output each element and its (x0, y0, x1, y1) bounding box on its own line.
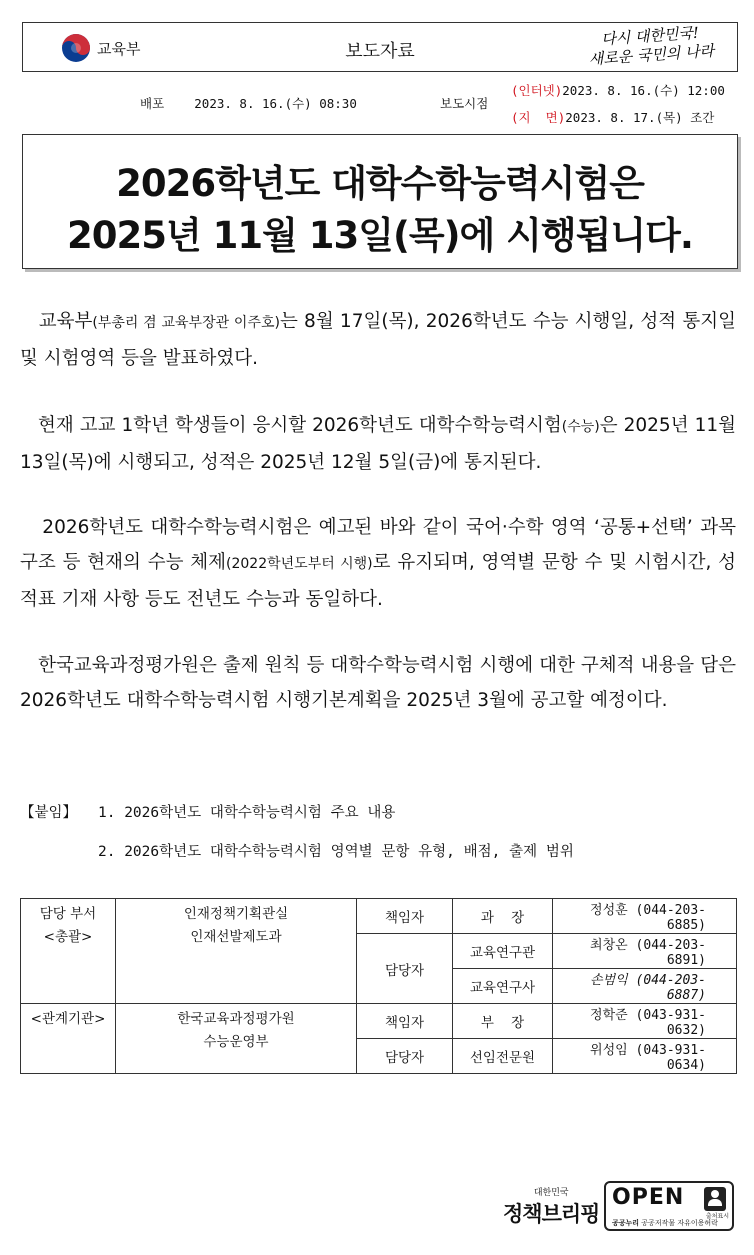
contact-table (20, 898, 737, 1074)
contact-name: 최창온 (044-203-6891) (553, 934, 737, 969)
role-staff: 담당자 (357, 934, 453, 1004)
policy-briefing-logo: 대한민국 정책브리핑 (503, 1188, 600, 1226)
contact-name: 정성훈 (044-203-6885) (553, 899, 737, 934)
contact-name: 손범익 (044-203-6887) (553, 969, 737, 1004)
title-box (22, 134, 738, 269)
contact-title: 과 장 (453, 899, 553, 934)
doc-type: 보도자료 (345, 41, 415, 62)
role-chief: 책임자 (357, 1004, 453, 1039)
person-icon (704, 1187, 726, 1211)
attachment-label: 【붙임】 (20, 805, 78, 821)
role-staff: 담당자 (357, 1039, 453, 1074)
attachment-item-2[interactable]: 2. 2026학년도 대학수학능력시험 영역별 문항 유형, 배점, 출제 범위 (98, 844, 574, 860)
paper-release: (지 면)2023. 8. 17.(목) 조간 (511, 110, 715, 125)
role-chief: 책임자 (357, 899, 453, 934)
title-line-1: 2026학년도 대학수학능력시험은 (116, 162, 644, 205)
paragraph-2: 현재 고교 1학년 학생들이 응시할 2026학년도 대학수학능력시험(수능)은 2025년 11월 13일(목)에 시행되고, 성적은 2025년 12월 5일(금)에 통지된다. (20, 415, 736, 473)
attachment-item-1[interactable]: 1. 2026학년도 대학수학능력시험 주요 내용 (98, 805, 396, 821)
paragraph-1: 교육부(부총리 겸 교육부장관 이주호)는 8월 17일(목), 2026학년도 수능 시행일, 성적 통지일 및 시험영역 등을 발표하였다. (20, 311, 736, 369)
paragraph-3: 2026학년도 대학수학능력시험은 예고된 바와 같이 국어·수학 영역 ‘공통+선택’ 과목 구조 등 현재의 수능 체제(2022학년도부터 시행)로 유지되며, 영역별 문항 수 및 시험시간, 성적표 기재 사항 등도 전년도 수능과 동일하다. (20, 517, 737, 610)
ministry-name: 교육부 (97, 39, 141, 58)
header-box (22, 22, 738, 72)
contact-title: 선임전문원 (453, 1039, 553, 1074)
contact-title: 교육연구관 (453, 934, 553, 969)
contact-title: 교육연구사 (453, 969, 553, 1004)
dept-label-2: <관계기관> (21, 1004, 116, 1074)
slogan: 다시 대한민국! 새로운 국민의 나라 (587, 23, 715, 69)
dept-org-1: 인재정책기획관실 인재선발제도과 (116, 899, 357, 1004)
kogl-subtitle: 공공누리 공공저작물 자유이용허락 (612, 1219, 718, 1227)
contact-name: 정학준 (043-931-0632) (553, 1004, 737, 1039)
dept-org-2: 한국교육과정평가원 수능운영부 (116, 1004, 357, 1074)
title-line-2: 2025년 11월 13일(목)에 시행됩니다. (67, 214, 693, 257)
table-row (21, 1004, 737, 1039)
table-row (21, 899, 737, 934)
contact-name: 위성임 (043-931-0634) (553, 1039, 737, 1074)
paragraph-4: 한국교육과정평가원은 출제 원칙 등 대학수학능력시험 시행에 대한 구체적 내용을 담은 2026학년도 대학수학능력시험 시행기본계획을 2025년 3월에 공고할 예정이다. (20, 655, 736, 711)
release-label: 보도시점 (440, 96, 489, 111)
distribution: 배포 2023. 8. 16.(수) 08:30 (140, 96, 357, 111)
dept-label-1: 담당 부서 <총괄> (21, 899, 116, 1004)
internet-release: (인터넷)2023. 8. 16.(수) 12:00 (511, 83, 725, 98)
kogl-open-badge: OPEN 출처표시 공공누리 공공저작물 자유이용허락 (604, 1181, 734, 1231)
contact-title: 부 장 (453, 1004, 553, 1039)
